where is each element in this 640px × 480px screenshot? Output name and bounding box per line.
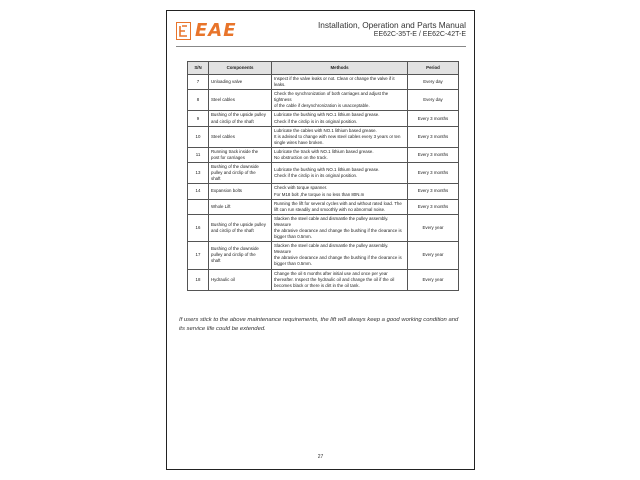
- cell-sn: 18: [188, 269, 209, 290]
- component-line: Bushing of the downside: [211, 246, 259, 252]
- table-row: [188, 242, 459, 269]
- component-line: shaft: [211, 176, 221, 182]
- maintenance-table: [187, 61, 459, 291]
- method-line: of the cable if desynchronization is unacceptable.: [274, 103, 370, 109]
- method-line: the abrasive clearance and change the bushing if the clearance is: [274, 227, 402, 233]
- cell-sn: 11: [188, 147, 209, 162]
- cell-method: [272, 269, 408, 290]
- method-line: Change the oil 6 months after initial use and once per year: [274, 270, 388, 276]
- cell-component: [209, 90, 272, 111]
- method-line: Check with torque spanner.: [274, 185, 328, 191]
- method-line: bigger than 0.5mm.: [274, 234, 312, 240]
- header-methods: Methods: [272, 62, 408, 75]
- table-row: [188, 184, 459, 199]
- method-line: Check if the circlip is in its original position.: [274, 173, 358, 179]
- header-components: Components: [209, 62, 272, 75]
- method-line: thereafter. Inspect the hydraulic oil and change the oil if the oil: [274, 276, 395, 282]
- method-line: Lubricate the cables with NO.1 lithium based grease.: [274, 127, 377, 133]
- method-line: Running the lift for several cycles with and without rated load. The: [274, 200, 402, 206]
- method-line: Slacken the steel cable and dismantle the pulley assembly. Measure: [274, 243, 389, 255]
- cell-component: [209, 184, 272, 199]
- method-line: bigger than 0.5mm.: [274, 261, 312, 267]
- page-number: 27: [317, 454, 324, 460]
- component-line: Steel cables: [211, 97, 235, 103]
- cell-period: Every 3 months: [408, 126, 459, 147]
- cell-period: Every 3 months: [408, 111, 459, 126]
- cell-component: [209, 269, 272, 290]
- cell-method: [272, 214, 408, 241]
- cell-period: Every day: [408, 75, 459, 90]
- component-line: and circlip of the shaft: [211, 118, 254, 124]
- method-line: Slacken the steel cable and dismantle the pulley assembly. Measure: [274, 215, 389, 227]
- component-line: Unloading valve: [211, 79, 243, 85]
- cell-sn: [188, 199, 209, 214]
- method-line: Check the synchronization of both carriages and adjust the tightness: [274, 91, 389, 103]
- cell-method: [272, 147, 408, 162]
- table-row: [188, 163, 459, 184]
- component-line: Expansion bolts: [211, 188, 242, 194]
- cell-component: [209, 214, 272, 241]
- table-row: [188, 147, 459, 162]
- table-row: [188, 126, 459, 147]
- method-line: It is advised to change with new steel cables every 3 years or ten: [274, 133, 401, 139]
- cell-sn: 9: [188, 111, 209, 126]
- cell-sn: 13: [188, 163, 209, 184]
- cell-method: [272, 111, 408, 126]
- manual-title: Installation, Operation and Parts Manual: [317, 20, 466, 30]
- cell-period: Every year: [408, 269, 459, 290]
- cell-sn: 16: [188, 214, 209, 241]
- cell-component: [209, 147, 272, 162]
- table-header-row: [188, 62, 459, 75]
- cell-component: [209, 75, 272, 90]
- table-row: [188, 90, 459, 111]
- table-row: [188, 75, 459, 90]
- cell-period: Every day: [408, 90, 459, 111]
- cell-component: [209, 199, 272, 214]
- component-line: Hydraulic oil: [211, 276, 235, 282]
- cell-period: Every 3 months: [408, 163, 459, 184]
- cell-component: [209, 111, 272, 126]
- table-row: [188, 269, 459, 290]
- title-block: [318, 20, 466, 39]
- cell-period: Every year: [408, 214, 459, 241]
- cell-sn: 14: [188, 184, 209, 199]
- table-row: [188, 214, 459, 241]
- logo-text: EAE: [195, 20, 237, 41]
- component-line: Bushing of the downside: [211, 164, 259, 170]
- maintenance-note: If users stick to the above maintenance requirements, the lift will always keep a good working condition and its service life could be extended.: [179, 317, 459, 332]
- component-line: Steel cables: [211, 133, 235, 139]
- cell-sn: 10: [188, 126, 209, 147]
- method-line: For M18 bolt ,the torque is no less than 80N.m: [274, 191, 365, 197]
- method-line: single wires have broken.: [274, 139, 324, 145]
- cell-period: Every 3 months: [408, 147, 459, 162]
- method-line: No obstruction on the track.: [274, 155, 328, 161]
- manual-page: [166, 10, 475, 470]
- method-line: Lubricate the bushing with NO.1 lithium based grease.: [274, 167, 380, 173]
- cell-method: [272, 163, 408, 184]
- model-numbers: EE62C-35T-E / EE62C-42T-E: [373, 31, 466, 38]
- component-line: Bushing of the upside pulley: [211, 112, 266, 118]
- cell-period: Every 3 months: [408, 199, 459, 214]
- component-line: Whole Lift: [211, 203, 231, 209]
- cell-sn: 17: [188, 242, 209, 269]
- table-row: [188, 199, 459, 214]
- cell-sn: 7: [188, 75, 209, 90]
- component-line: and circlip of the shaft: [211, 227, 254, 233]
- component-line: Running track inside the: [211, 148, 259, 154]
- method-line: Lubricate the bushing with NO.1 lithium based grease.: [274, 112, 380, 118]
- cell-component: [209, 163, 272, 184]
- page-header: [176, 19, 466, 47]
- method-line: Check if the circlip is in its original position.: [274, 118, 358, 124]
- cell-method: [272, 199, 408, 214]
- method-line: Inspect if the valve leaks or not. Clean or change the valve if it leaks.: [274, 76, 395, 88]
- cell-method: [272, 184, 408, 199]
- cell-method: [272, 126, 408, 147]
- component-line: pulley and circlip of the: [211, 170, 256, 176]
- cell-period: Every 3 months: [408, 184, 459, 199]
- component-line: Bushing of the upside pulley: [211, 221, 266, 227]
- cell-sn: 8: [188, 90, 209, 111]
- cell-component: [209, 242, 272, 269]
- logo-mark-icon: [176, 22, 191, 40]
- method-line: Lubricate the track with NO.1 lithium based grease.: [274, 148, 374, 154]
- component-line: shaft: [211, 258, 221, 264]
- cell-period: Every year: [408, 242, 459, 269]
- component-line: post for carriages: [211, 155, 245, 161]
- table-row: [188, 111, 459, 126]
- cell-method: [272, 242, 408, 269]
- cell-method: [272, 90, 408, 111]
- method-line: the abrasive clearance and change the bushing if the clearance is: [274, 255, 402, 261]
- component-line: pulley and circlip of the: [211, 252, 256, 258]
- header-divider: [176, 46, 466, 47]
- method-line: becomes black or there is dirt in the oil tank.: [274, 282, 360, 288]
- method-line: lift can run steadily and smoothly with no abnormal noise.: [274, 206, 386, 212]
- header-sn: S/N: [188, 62, 209, 75]
- cell-method: [272, 75, 408, 90]
- header-period: Period: [408, 62, 459, 75]
- cell-component: [209, 126, 272, 147]
